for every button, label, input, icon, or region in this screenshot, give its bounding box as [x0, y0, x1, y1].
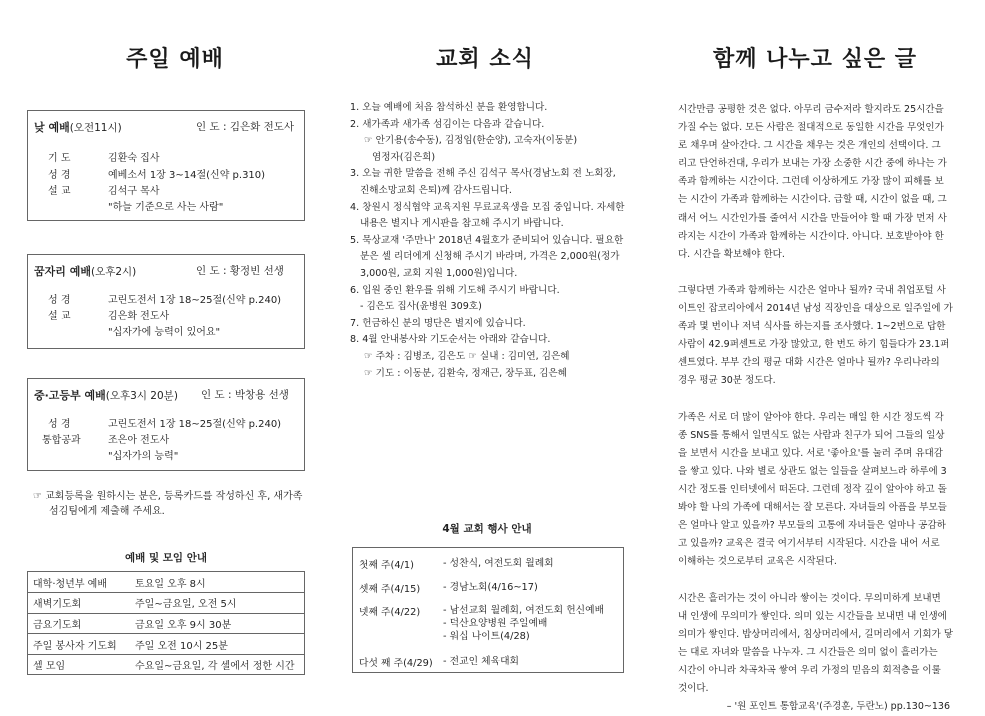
service-box-day: 낮 예배(오전11시) 인 도 : 김은화 전도사 기 도 김환숙 집사 성 경 예베소서 1장 3~14절(신약 p.310) 설 교 김석구 목사 "하늘 기준으로 사는 사람" — [27, 110, 305, 221]
essay-line: 리고 단언하건대, 우리가 보내는 가장 소중한 시간 중에 하나는 가 — [678, 158, 947, 170]
news-line: 7. 헌금하신 분의 명단은 별지에 있습니다. — [350, 317, 526, 329]
schedule-title: 예배 및 모임 안내 — [125, 552, 207, 564]
news-line: 분은 셀 리더에게 신청해 주시기 바라며, 가격은 2,000원(정가 — [360, 251, 620, 263]
events-title: 4월 교회 행사 안내 — [442, 523, 532, 535]
paragraph-gap — [678, 571, 960, 589]
table-row: 금요기도회 금요일 오후 9시 30분 — [28, 613, 304, 634]
news-line: 6. 입원 중인 환우를 위해 기도해 주시기 바랍니다. — [350, 284, 560, 296]
paragraph-gap — [678, 391, 960, 409]
news-line: ☞ 주차 : 김병조, 김은도 ☞ 실내 : 김미연, 김은혜 — [364, 350, 570, 362]
essay-line: 그렇다면 가족과 함께하는 시간은 얼마나 될까? 국내 취업포털 사 — [678, 284, 946, 296]
essay-line: 시간 정도를 인터넷에서 떠돈다. 그런데 정작 깊이 알아야 하고 돌 — [678, 483, 947, 495]
essay-line: 봐야 할 나의 가족에 대해서는 잘 모른다. 자녀들의 아픔을 부모들 — [678, 502, 947, 514]
news-line: 1. 오늘 예배에 처음 참석하신 분을 환영합니다. — [350, 102, 548, 113]
news-line: 5. 묵상교재 '주만나' 2018년 4월호가 준비되어 있습니다. 필요한 — [350, 234, 624, 246]
essay-source: – '원 포인트 통합교육'(주경훈, 두란노) pp.130~136 — [726, 701, 950, 713]
table-row: 셀 모임 수요일~금요일, 각 셀에서 정한 시간 — [28, 654, 304, 675]
news-line: - 김은도 집사(윤병원 309호) — [360, 301, 482, 313]
essay-line: 이트인 잡코리아에서 2014년 남성 직장인을 대상으로 일주일에 가 — [678, 303, 953, 315]
news-line: 진해소망교회 은퇴)께 감사드립니다. — [360, 184, 512, 196]
essay-line: 로 채우며 살아간다. 그 시간을 채우는 것은 개인의 선택이다. 그 — [678, 140, 941, 152]
service-leader: 인 도 : 황정빈 선생 — [196, 265, 284, 277]
essay-line: 의미가 쌓인다. 밥상머리에서, 침상머리에서, 길머리에서 기회가 닿 — [678, 628, 953, 640]
share-column-title: 함께 나누고 싶은 글 — [713, 47, 917, 72]
service-leader: 인 도 : 박창용 선생 — [201, 389, 289, 401]
essay-line: 가족은 서로 더 많이 알아야 한다. 우리는 매일 한 시간 정도씩 각 — [678, 411, 944, 423]
essay-line: 는 시간이 가족과 함께하는 시간이다. 급할 때, 시간이 없을 때, 그 — [678, 194, 947, 206]
service-leader: 인 도 : 김은화 전도사 — [196, 121, 295, 133]
essay-line: 내 인생에 무의미가 쌓인다. 의미 있는 시간들을 보내면 내 인생에 — [678, 610, 947, 622]
essay-line: 시간만큼 공평한 것은 없다. 아무리 금수저라 할지라도 25시간을 — [678, 104, 944, 115]
news-line: 3,000원, 교회 지원 1,000원)입니다. — [360, 267, 518, 279]
news-line: 염정자(김은희) — [372, 151, 436, 163]
essay-line: 을 보면서 시간을 보내고 있다. 서로 '좋아요'를 눌러 주며 유대감 — [678, 447, 943, 459]
essay-line: 래서 어느 시간인가를 줄여서 시간을 만들어야 할 때 가장 먼저 사 — [678, 212, 947, 224]
essay-line: 족과 함께하는 시간이다. 그런데 이상하게도 가장 많이 피해를 보 — [678, 176, 944, 188]
essay-line: 사람이 42.9퍼센트로 가장 많았고, 한 번도 하기 힘들다가 23.1퍼 — [678, 339, 950, 351]
news-line: ☞ 안기용(송수동), 김정임(한순양), 고숙자(이동분) — [364, 135, 578, 147]
service-name: 꿈자리 예배(오후2시) — [34, 265, 137, 278]
essay-line: 을 쌓고 있다. 나와 별로 상관도 없는 일들을 살펴보느라 하루에 3 — [678, 465, 947, 477]
service-name: 낮 예배(오전11시) — [34, 121, 122, 134]
table-row: 새벽기도회 주일~금요일, 오전 5시 — [28, 593, 304, 614]
essay-line: 이해하는 것으로부터 교육은 시작된다. — [678, 556, 837, 568]
essay-line: 경우 평균 30분 정도다. — [678, 375, 776, 387]
essay-line: 고 있을까? 교육은 결국 여기서부터 시작된다. 시간을 내어 서로 — [678, 538, 940, 550]
news-line: 내용은 별지나 게시판을 참고해 주시기 바랍니다. — [360, 218, 564, 230]
essay-line: 는 대로 자녀와 말씀을 나누자. 그 시간들은 의미 없이 흘러가는 — [678, 646, 938, 658]
events-box: 첫째 주(4/1) - 성찬식, 여전도회 월례회 셋째 주(4/15) - 경남노회(4/16~17) 넷째 주(4/22) - 남선교회 월례회, 여전도회 헌신예배 - 덕산요양병원 주일예배 - 워십 나이트(4/28) 다섯 째 주(4/29) - 전교인 체육대회 — [352, 547, 624, 673]
essay-line: 시간이 아니라 차곡차곡 쌓여 우리 가정의 믿음의 회적층을 이룰 — [678, 664, 941, 676]
paragraph-gap — [678, 264, 960, 282]
essay-line: 족과 몇 번이나 저녁 식사를 하는지를 조사했다. 1~2번으로 답한 — [678, 321, 946, 333]
essay-line: 종 SNS를 통해서 일면식도 없는 사람과 친구가 되어 그들의 일상 — [678, 429, 945, 441]
registration-note: ☞ 교회등록을 원하시는 분은, 등록카드를 작성하신 후, 새가족 섬김팀에게 제출해 주세요. — [33, 491, 303, 517]
essay-line: 다. 시간을 확보해야 한다. — [678, 248, 785, 260]
table-row: 대학·청년부 예배 토요일 오후 8시 — [33, 578, 206, 590]
service-box-youth: 중·고등부 예배(오후3시 20분) 인 도 : 박창용 선생 성 경 고린도전서 1장 18~25절(신약 p.240) 통합공과 조은아 전도사 "십자가의 능력" — [27, 378, 305, 471]
essay-text — [678, 101, 960, 716]
news-line: 3. 오늘 귀한 말씀을 전해 주신 김석구 목사(경남노회 전 노회장, — [350, 168, 616, 180]
essay-line: 은 얼마나 알고 있을까? 부모들의 고통에 자녀들은 얼마나 공감하 — [678, 520, 946, 532]
news-column-title: 교회 소식 — [436, 47, 534, 72]
service-box-kids: 꿈자리 예배(오후2시) 인 도 : 황정빈 선생 성 경 고린도전서 1장 18~25절(신약 p.240) 설 교 김은화 전도사 "십자가에 능력이 있어요" — [27, 254, 305, 349]
news-line: 8. 4월 안내봉사와 기도순서는 아래와 같습니다. — [350, 334, 551, 346]
essay-line: 라지는 시간이 가족과 함께하는 시간이다. 아니다. 보호받아야 한 — [678, 230, 944, 242]
news-line: ☞ 기도 : 이동분, 김환숙, 정재근, 장두표, 김은혜 — [364, 367, 567, 379]
news-line: 4. 창원시 정식협약 교육지원 무료교육생을 모집 중입니다. 자세한 — [350, 201, 625, 213]
table-row: 주일 봉사자 기도회 주일 오전 10시 25분 — [28, 634, 304, 655]
news-line: 2. 새가족과 새가족 섬김이는 다음과 같습니다. — [350, 118, 545, 130]
worship-column-title: 주일 예배 — [126, 47, 224, 72]
service-name: 중·고등부 예배(오후3시 20분) — [34, 389, 178, 402]
essay-line: 것이다. — [678, 683, 709, 694]
essay-line: 시간은 흘러가는 것이 아니라 쌓이는 것이다. 무의미하게 보내면 — [678, 592, 941, 604]
essay-line: 센트였다. 부부 간의 평균 대화 시간은 얼마나 될까? 우리나라의 — [678, 357, 940, 369]
schedule-table — [28, 572, 304, 675]
schedule-box — [27, 571, 305, 675]
essay-line: 가질 수는 없다. 모든 사람은 절대적으로 동일한 시간을 무엇인가 — [678, 122, 944, 134]
news-list — [350, 100, 640, 382]
